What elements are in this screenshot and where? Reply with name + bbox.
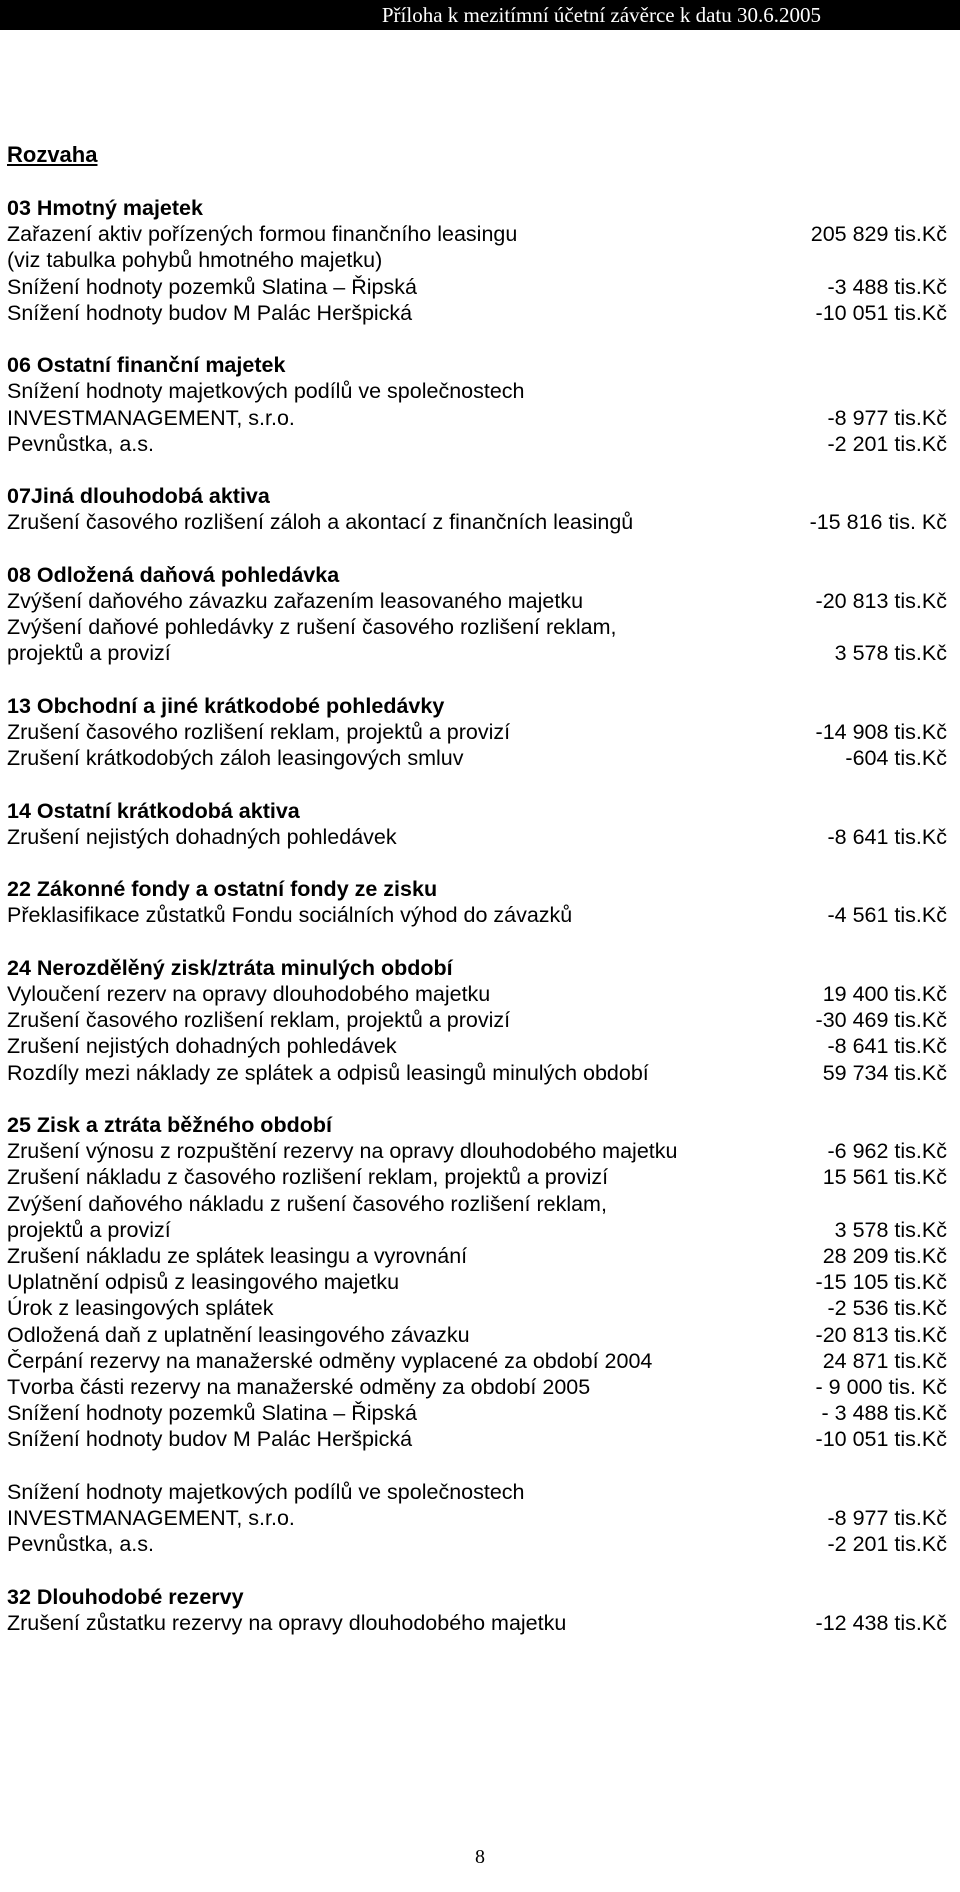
line-item-label: Zrušení časového rozlišení záloh a akontací z finančních leasingů: [7, 510, 634, 535]
note-section: [7, 876, 947, 928]
line-item-amount: -8 641 tis.Kč: [827, 1034, 947, 1059]
line-item-label: Překlasifikace zůstatků Fondu sociálních výhod do závazků: [7, 903, 573, 928]
line-item: [7, 1453, 947, 1479]
line-item: [7, 221, 947, 247]
line-item: [7, 247, 947, 273]
line-item-amount: -6 962 tis.Kč: [827, 1139, 947, 1164]
line-item-amount: -8 977 tis.Kč: [827, 1506, 947, 1531]
line-item: [7, 1269, 947, 1295]
page-number: 8: [475, 1846, 485, 1868]
line-item-label: Zrušení nejistých dohadných pohledávek: [7, 1034, 397, 1059]
line-item-amount: -2 536 tis.Kč: [827, 1296, 947, 1321]
line-item: [7, 1033, 947, 1059]
line-item-label: Snížení hodnoty majetkových podílů ve společnostech: [7, 1479, 525, 1504]
line-item-label: Uplatnění odpisů z leasingového majetku: [7, 1270, 400, 1295]
line-item-label: Snížení hodnoty budov M Palác Heršpická: [7, 300, 413, 325]
section-title: 25 Zisk a ztráta běžného období: [7, 1112, 332, 1137]
line-item-label: Zvýšení daňového závazku zařazením leasovaného majetku: [7, 589, 584, 613]
note-section: [7, 798, 947, 850]
note-section: [7, 483, 947, 535]
line-item: [7, 1505, 947, 1531]
line-item: [7, 300, 947, 326]
line-item-amount: -14 908 tis.Kč: [815, 720, 947, 744]
line-item-amount: -30 469 tis.Kč: [815, 1008, 947, 1033]
note-section: [7, 693, 947, 772]
line-item-amount: 59 734 tis.Kč: [822, 1060, 947, 1085]
line-item: [7, 274, 947, 300]
line-item: [7, 1610, 947, 1636]
line-item-label: Snížení hodnoty pozemků Slatina – Řipská: [7, 1401, 417, 1426]
line-item-label: Pevnůstka, a.s.: [7, 1532, 154, 1557]
line-item-amount: 19 400 tis.Kč: [822, 981, 947, 1006]
line-item-amount: -10 051 tis.Kč: [815, 300, 947, 325]
line-item-amount: 24 871 tis.Kč: [822, 1348, 947, 1373]
line-item: [7, 1531, 947, 1557]
line-item-amount: 205 829 tis.Kč: [810, 222, 947, 247]
line-item: [7, 378, 947, 404]
line-item: [7, 1295, 947, 1321]
line-item: [7, 981, 947, 1007]
line-item-amount: -20 813 tis.Kč: [815, 1322, 947, 1347]
line-item-label: Pevnůstka, a.s.: [7, 431, 154, 456]
line-item-label: Odložená daň z uplatnění leasingového závazku: [7, 1322, 470, 1347]
line-item-label: Zrušení nákladu z časového rozlišení reklam, projektů a provizí: [7, 1165, 609, 1190]
section-title: 06 Ostatní finanční majetek: [7, 353, 286, 378]
line-item-amount: 3 578 tis.Kč: [834, 641, 947, 666]
note-section: [7, 562, 947, 667]
note-section: [7, 1584, 947, 1636]
line-item-label: Snížení hodnoty budov M Palác Heršpická: [7, 1427, 413, 1452]
section-title: 03 Hmotný majetek: [7, 196, 203, 220]
line-item: [7, 719, 947, 745]
line-item: [7, 1138, 947, 1164]
line-item-label: projektů a provizí: [7, 641, 171, 666]
line-item: [7, 902, 947, 928]
line-item-amount: 28 209 tis.Kč: [822, 1244, 947, 1268]
line-item-amount: - 3 488 tis.Kč: [821, 1401, 947, 1426]
balance-sheet-notes: [7, 195, 947, 1662]
line-item: [7, 1007, 947, 1033]
line-item: [7, 1479, 947, 1505]
line-item: [7, 1426, 947, 1452]
note-section: [7, 955, 947, 1086]
line-item-label: Zvýšení daňového nákladu z rušení časového rozlišení reklam,: [7, 1191, 607, 1216]
line-item: [7, 431, 947, 457]
line-item-label: Zrušení zůstatku rezervy na opravy dlouhodobého majetku: [7, 1610, 567, 1635]
line-item: [7, 1243, 947, 1269]
line-item-amount: -20 813 tis.Kč: [815, 589, 947, 613]
line-item-amount: 15 561 tis.Kč: [822, 1165, 947, 1190]
line-item-label: Snížení hodnoty majetkových podílů ve společnostech: [7, 379, 525, 404]
line-item: [7, 1164, 947, 1190]
line-item-amount: -15 816 tis. Kč: [809, 510, 947, 535]
line-item-label: Zrušení nejistých dohadných pohledávek: [7, 824, 397, 849]
line-item-label: Čerpání rezervy na manažerské odměny vyplacené za období 2004: [7, 1348, 653, 1373]
section-title: 13 Obchodní a jiné krátkodobé pohledávky: [7, 693, 445, 718]
line-item-label: Rozdíly mezi náklady ze splátek a odpisů leasingů minulých období: [7, 1060, 649, 1085]
line-item: [7, 824, 947, 850]
section-title: 32 Dlouhodobé rezervy: [7, 1584, 244, 1609]
line-item-amount: -604 tis.Kč: [845, 746, 947, 771]
line-item: [7, 614, 947, 640]
note-section: [7, 1112, 947, 1557]
line-item-label: Zrušení nákladu ze splátek leasingu a vyrovnání: [7, 1244, 468, 1268]
line-item-label: Zrušení výnosu z rozpuštění rezervy na opravy dlouhodobého majetku: [7, 1139, 678, 1164]
line-item-label: Snížení hodnoty pozemků Slatina – Řipská: [7, 274, 417, 299]
section-title: 14 Ostatní krátkodobá aktiva: [7, 798, 300, 823]
line-item: [7, 1217, 947, 1243]
line-item-label: Tvorba části rezervy na manažerské odměny za období 2005: [7, 1375, 591, 1400]
line-item: [7, 1374, 947, 1400]
line-item-label: Zvýšení daňové pohledávky z rušení časového rozlišení reklam,: [7, 615, 617, 640]
line-item-label: Úrok z leasingových splátek: [7, 1296, 274, 1321]
line-item: [7, 745, 947, 771]
line-item-amount: - 9 000 tis. Kč: [815, 1375, 947, 1400]
line-item-amount: -10 051 tis.Kč: [815, 1427, 947, 1452]
section-title: 22 Zákonné fondy a ostatní fondy ze zisku: [7, 877, 438, 902]
document-title: Rozvaha: [7, 142, 98, 167]
section-title: 08 Odložená daňová pohledávka: [7, 562, 340, 587]
note-section: [7, 352, 947, 457]
line-item: [7, 1060, 947, 1086]
line-item: [7, 1348, 947, 1374]
line-item-label: Zrušení časového rozlišení reklam, projektů a provizí: [7, 720, 511, 744]
line-item-label: Vyloučení rezerv na opravy dlouhodobého majetku: [7, 981, 491, 1006]
line-item: [7, 640, 947, 666]
line-item-label: (viz tabulka pohybů hmotného majetku): [7, 248, 383, 273]
line-item-amount: -12 438 tis.Kč: [815, 1610, 947, 1635]
section-title: 24 Nerozdělěný zisk/ztráta minulých období: [7, 955, 453, 980]
line-item-label: Zrušení časového rozlišení reklam, projektů a provizí: [7, 1008, 511, 1033]
line-item: [7, 1400, 947, 1426]
line-item-amount: -3 488 tis.Kč: [827, 274, 947, 299]
page-header: Příloha k mezitímní účetní závěrce k datu 30.6.2005: [0, 0, 960, 30]
line-item: [7, 588, 947, 614]
line-item-amount: -2 201 tis.Kč: [827, 431, 947, 456]
line-item-amount: -8 641 tis.Kč: [827, 824, 947, 849]
line-item-amount: -2 201 tis.Kč: [827, 1532, 947, 1557]
line-item-label: INVESTMANAGEMENT, s.r.o.: [7, 1506, 295, 1531]
section-title: 07Jiná dlouhodobá aktiva: [7, 484, 270, 509]
line-item-amount: -4 561 tis.Kč: [827, 903, 947, 928]
line-item-label: projektů a provizí: [7, 1217, 171, 1242]
line-item-amount: -15 105 tis.Kč: [815, 1270, 947, 1295]
line-item-label: Zařazení aktiv pořízených formou finančního leasingu: [7, 222, 518, 247]
line-item-amount: -8 977 tis.Kč: [827, 405, 947, 430]
line-item: [7, 1322, 947, 1348]
line-item-label: Zrušení krátkodobých záloh leasingových smluv: [7, 746, 464, 771]
line-item: [7, 405, 947, 431]
note-section: [7, 195, 947, 326]
line-item: [7, 1191, 947, 1217]
line-item-amount: 3 578 tis.Kč: [834, 1217, 947, 1242]
line-item-label: INVESTMANAGEMENT, s.r.o.: [7, 405, 295, 430]
line-item: [7, 509, 947, 535]
